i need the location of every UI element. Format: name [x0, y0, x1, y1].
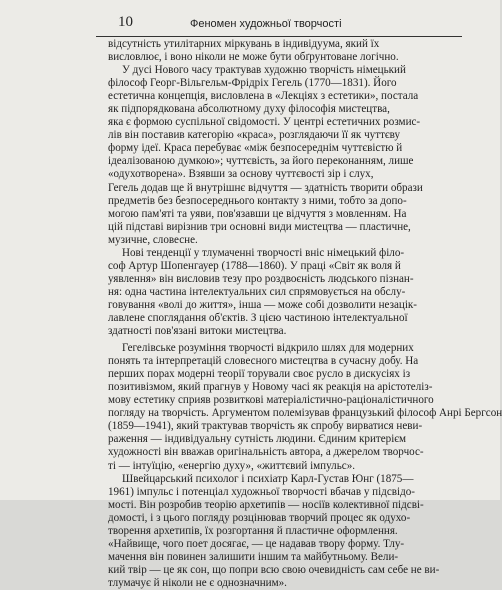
text-line: перших порах модерні теорії торували своє русло в дискусіях із [108, 368, 411, 381]
text-line: лавлене споглядання об'єктів. З цією частиною інтелектуальної [108, 311, 408, 324]
text-line: домості, і з цього погляду розцінював творчий процес як одухо- [108, 511, 411, 524]
text-line: «одухотворена». Взявши за основу чуттєвості зір і слух, [108, 168, 374, 181]
text-line: Швейцарський психолог і психіатр Карл-Густав Юнг (1875— [122, 472, 414, 485]
paragraph [108, 247, 460, 338]
paragraph [108, 473, 460, 590]
text-line: Гегелівське розуміння творчості відкрило шлях для модерних [122, 342, 414, 355]
text-line: 1961) імпульс і потенціал художньої творчості вбачав у підсвідо- [108, 485, 415, 498]
paragraph [108, 342, 502, 472]
text-line: ті — інтуїцію, «енергію духу», «життєвий імпульс». [108, 459, 356, 472]
text-line: «Найвище, чого поет досягає, — це надавав твору форму. Тлу- [108, 537, 405, 550]
text-line: понять та інтерпретацій словесного мистецтва в сучасну добу. На [108, 355, 419, 368]
text-line: соф Артур Шопенгауер (1788—1860). У праці «Світ як воля й [108, 259, 401, 272]
text-line: як підпорядкована абсолютному духу філософія мистецтва, [108, 103, 390, 116]
text-line: тлумачує й ніколи не є однозначним». [108, 576, 287, 589]
text-line: цій підставі вирізнив три основні види мистецтва — пластичне, [108, 220, 411, 233]
page-number: 10 [118, 14, 133, 30]
text-line: лів він поставив категорію «краса», розглядаючи її як чуттєву [108, 129, 401, 142]
text-line: могою пам'яті та уяви, пов'язавши це відчуття з мовленням. На [108, 207, 407, 220]
text-line: здатності пов'язані витоки мистецтва. [108, 325, 287, 338]
text-line: творення архетипів, їх розгортання й пластичне оформлення. [108, 524, 398, 537]
text-line: позитивізмом, який прагнув у Новому часі як реакція на арістотеліз- [108, 381, 433, 394]
text-line: У дусі Нового часу трактував художню творчість німецький [122, 64, 406, 77]
text-line: предметів без безпосереднього контакту з ними, тобто за допо- [108, 194, 407, 207]
text-line: форму ідеї. Краса перебуває «між безпосереднім чуттєвістю й [108, 142, 403, 155]
text-line: уявлення» він висловив тезу про роздвоєність людського пізнан- [108, 272, 414, 285]
header-rule [96, 36, 462, 37]
paragraph [108, 38, 460, 64]
text-line: мову естетику сприяв розвиткові матеріалістично-раціоналістичного [108, 394, 434, 407]
text-line: Гегель додав ще й внутрішнє відчуття — здатність творити образи [108, 181, 423, 194]
body-text [108, 38, 502, 590]
text-line: ідеалізованою думкою»; чуттєвість, за його переконанням, лише [108, 155, 414, 168]
text-line: погляду на творчість. Аргументом полемізував французький філософ Анрі Бергсон [108, 407, 502, 420]
text-line: яка є формою суспільної свідомості. У центрі естетичних розмис- [108, 116, 421, 129]
text-line: говування «волі до життя», інша — може собі дозволити незацік- [108, 298, 417, 311]
text-line: Нові тенденції у тлумаченні творчості вніс німецький філо- [122, 246, 405, 259]
text-line: мачення він повинен залишити іншим та майбутньому. Вели- [108, 550, 399, 563]
running-title: Феномен художньої творчості [190, 18, 342, 30]
text-line: музичне, словесне. [108, 233, 198, 246]
text-line: (1859—1941), який трактував творчість як спробу вирватися неви- [108, 420, 423, 433]
text-line: раження — індивідуальну сутність людини. Єдиним критерієм [108, 433, 407, 446]
text-line: кий твір — це як сон, що попри всю свою очевидність сам себе не ви- [108, 563, 440, 576]
text-line: відсутність утилітарних міркувань в індивідуума, який їх [108, 38, 380, 50]
text-line: естетична концепція, висловлена в «Лекціях з естетики», постала [108, 90, 419, 103]
paragraph [108, 64, 460, 247]
text-line: ня: одна частина інтелектуальних сил спрямовується на обслу- [108, 285, 406, 298]
text-line: художності він вважав оригінальність автора, а джерелом творчос- [108, 446, 424, 459]
text-line: філософ Георг-Вільгельм-Фрідріх Гегель (1770—1831). Його [108, 77, 397, 90]
text-line: висловлює, і воно ніколи не може бути обґрунтоване логічно. [108, 51, 399, 64]
text-line: мості. Він розробив теорію архетипів — носіїв колективної підсві- [108, 498, 424, 511]
